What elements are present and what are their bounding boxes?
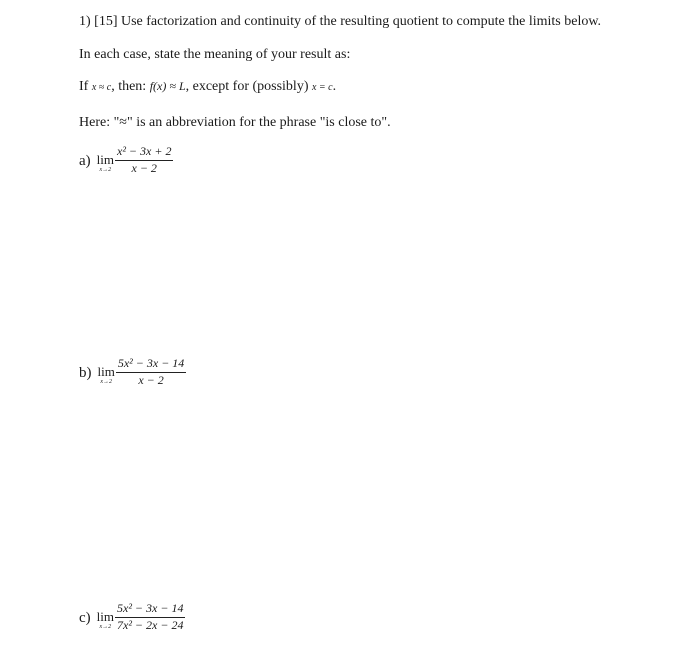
problem-points: [15]	[94, 14, 118, 29]
fraction	[115, 145, 173, 175]
meaning-instruction: In each case, state the meaning of your result as:	[79, 47, 351, 62]
then-word: , then:	[111, 79, 147, 94]
lim-text: lim	[96, 609, 114, 624]
approx-definition: Here: "≈" is an abbreviation for the phrase "is close to".	[79, 115, 391, 130]
problem-label: a)	[79, 153, 91, 169]
problem-label: c)	[79, 610, 91, 626]
lim-subscript: x→2	[99, 167, 112, 173]
if-word: If	[79, 79, 89, 94]
problem-b	[79, 357, 186, 387]
if-statement	[79, 79, 336, 95]
limit-operator	[97, 610, 114, 631]
fraction	[116, 357, 186, 387]
function-math: f(x) ≈ L	[149, 79, 186, 93]
problem-label: b)	[79, 365, 92, 381]
problem-a	[79, 145, 173, 175]
limit-operator	[97, 153, 114, 174]
problem-header	[79, 14, 601, 30]
excluded-point-math: x = c	[311, 82, 333, 93]
problem-number: 1)	[79, 14, 91, 29]
lim-text: lim	[96, 152, 114, 167]
limit-operator	[98, 365, 115, 386]
except-text: , except for (possibly)	[185, 79, 309, 94]
fraction	[115, 602, 185, 632]
numerator: 5x² − 3x − 14	[117, 356, 185, 370]
denominator: x − 2	[138, 373, 164, 387]
problem-instruction: Use factorization and continuity of the resulting quotient to compute the limits below.	[121, 14, 602, 29]
numerator: x² − 3x + 2	[117, 144, 172, 158]
lim-subscript: x→2	[99, 624, 112, 630]
numerator: 5x² − 3x − 14	[117, 601, 184, 615]
lim-text: lim	[97, 364, 115, 379]
end-period: .	[332, 79, 337, 94]
denominator: x − 2	[131, 161, 157, 175]
condition-math: x ≈ c	[91, 82, 112, 93]
problem-c	[79, 602, 185, 632]
denominator: 7x² − 2x − 24	[117, 618, 184, 632]
lim-subscript: x→2	[100, 379, 112, 385]
